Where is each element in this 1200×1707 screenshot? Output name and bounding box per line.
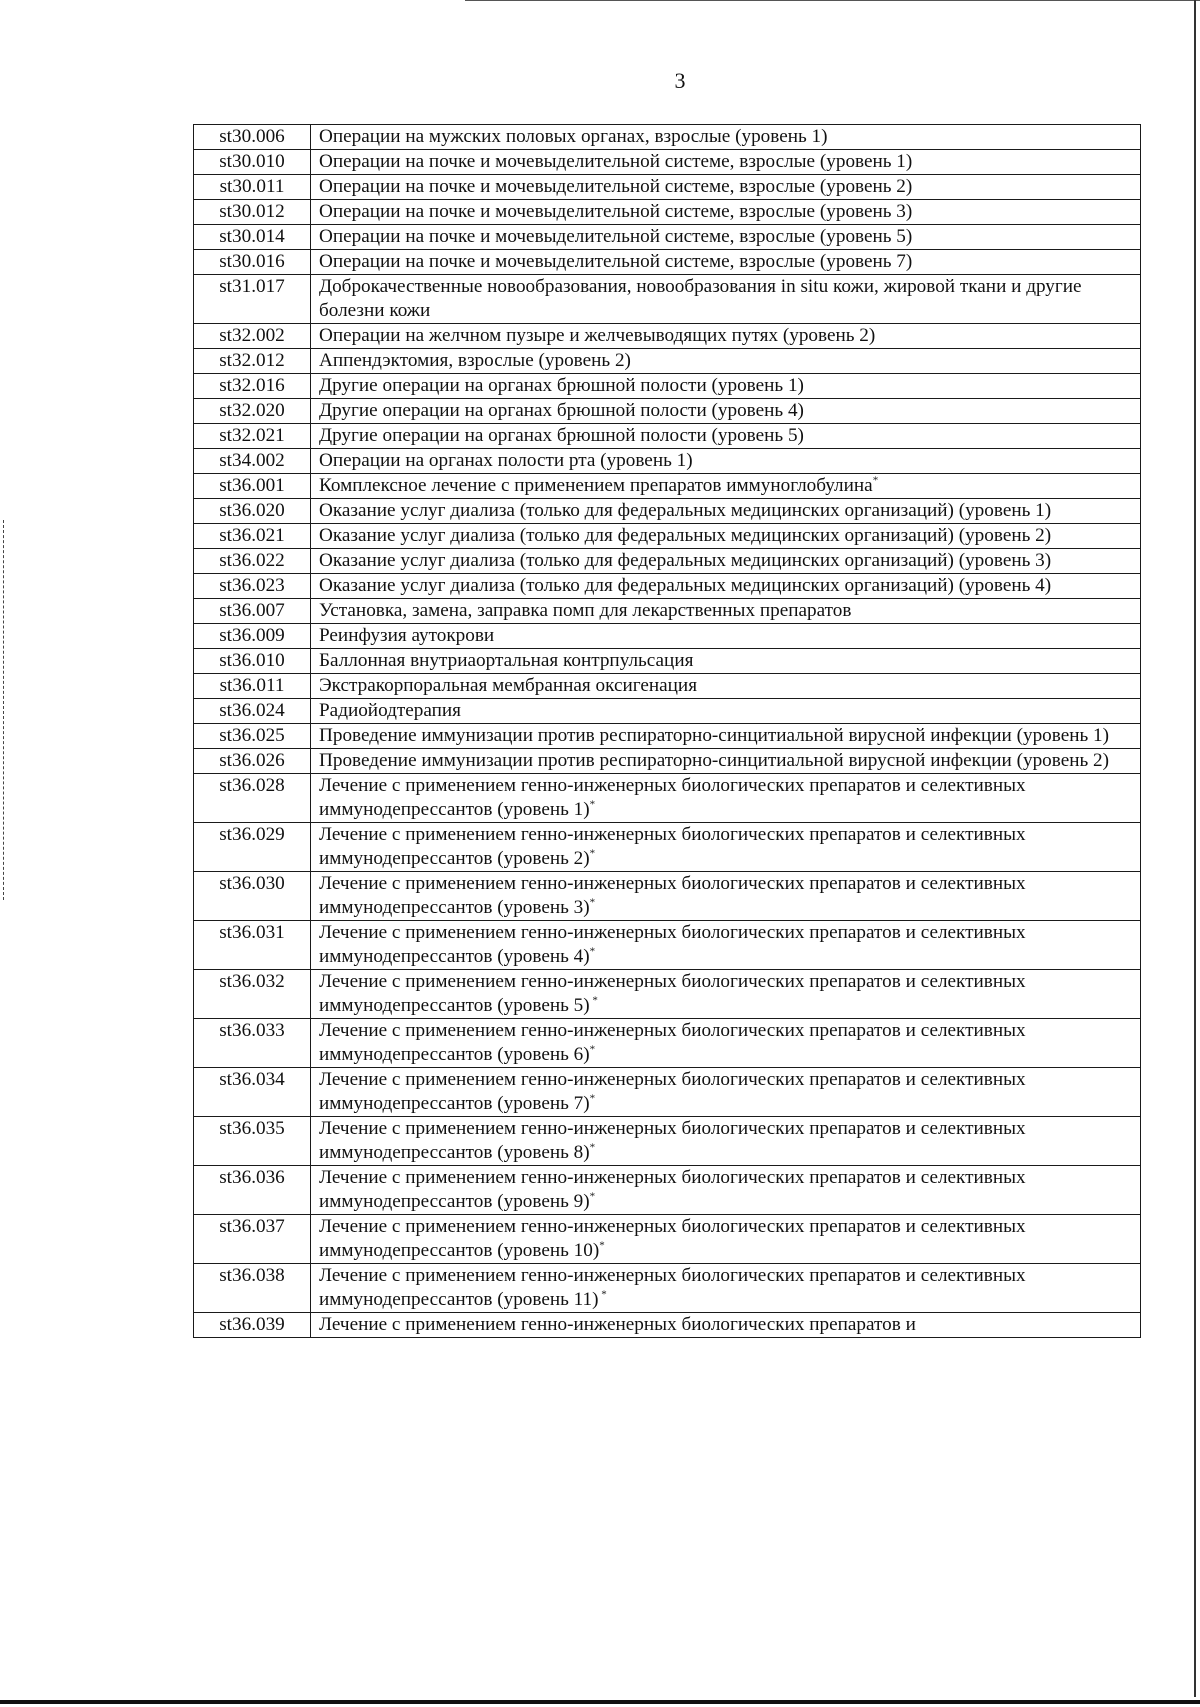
row-code: st30.014 bbox=[194, 225, 311, 250]
table-row bbox=[194, 499, 1141, 524]
table-row bbox=[194, 225, 1141, 250]
row-name-cell bbox=[311, 1313, 1141, 1338]
row-name-cell bbox=[311, 150, 1141, 175]
row-name-cell bbox=[311, 1215, 1141, 1264]
scan-top-edge bbox=[465, 0, 1200, 1]
tariff-groups-table bbox=[193, 124, 1141, 1338]
table-row bbox=[194, 449, 1141, 474]
row-name: Операции на почке и мочевыделительной системе, взрослые (уровень 7) bbox=[319, 251, 913, 272]
row-name: Доброкачественные новообразования, новообразования in situ кожи, жировой ткани и другие болезни кожи bbox=[319, 276, 1082, 321]
row-name-cell bbox=[311, 1166, 1141, 1215]
footnote-marker: * bbox=[589, 945, 596, 958]
table-row bbox=[194, 574, 1141, 599]
row-name: Установка, замена, заправка помп для лекарственных препаратов bbox=[319, 600, 852, 621]
row-name-cell bbox=[311, 970, 1141, 1019]
row-name: Лечение с применением генно-инженерных биологических препаратов и селективных иммунодепрессантов (уровень 6) bbox=[319, 1020, 1026, 1065]
row-code: st36.032 bbox=[194, 970, 311, 1019]
page-number: 3 bbox=[674, 68, 686, 93]
table-row bbox=[194, 200, 1141, 225]
row-name: Оказание услуг диализа (только для федеральных медицинских организаций) (уровень 4) bbox=[319, 575, 1052, 596]
footnote-marker: * bbox=[589, 798, 596, 811]
row-code: st36.031 bbox=[194, 921, 311, 970]
table-row bbox=[194, 250, 1141, 275]
row-name-cell bbox=[311, 549, 1141, 574]
row-name-cell bbox=[311, 1117, 1141, 1166]
row-name: Лечение с применением генно-инженерных биологических препаратов и селективных иммунодепрессантов (уровень 1) bbox=[319, 775, 1026, 820]
row-name-cell bbox=[311, 275, 1141, 324]
row-name: Лечение с применением генно-инженерных биологических препаратов и селективных иммунодепрессантов (уровень 8) bbox=[319, 1118, 1026, 1163]
row-name: Лечение с применением генно-инженерных биологических препаратов и селективных иммунодепрессантов (уровень 2) bbox=[319, 824, 1026, 869]
table-row bbox=[194, 823, 1141, 872]
row-name: Другие операции на органах брюшной полости (уровень 4) bbox=[319, 400, 804, 421]
footnote-marker: * bbox=[589, 1092, 596, 1105]
row-name: Другие операции на органах брюшной полости (уровень 5) bbox=[319, 425, 804, 446]
row-code: st36.038 bbox=[194, 1264, 311, 1313]
footnote-marker: * bbox=[598, 1288, 607, 1301]
footnote-marker: * bbox=[589, 1190, 596, 1203]
row-name-cell bbox=[311, 1068, 1141, 1117]
row-code: st32.021 bbox=[194, 424, 311, 449]
footnote-marker: * bbox=[589, 994, 598, 1007]
table-row bbox=[194, 1068, 1141, 1117]
row-name: Радиойодтерапия bbox=[319, 700, 462, 721]
row-name-cell bbox=[311, 524, 1141, 549]
row-name: Операции на мужских половых органах, взрослые (уровень 1) bbox=[319, 126, 828, 147]
row-name: Экстракорпоральная мембранная оксигенация bbox=[319, 675, 698, 696]
table-row bbox=[194, 724, 1141, 749]
row-name-cell bbox=[311, 921, 1141, 970]
row-code: st36.033 bbox=[194, 1019, 311, 1068]
row-name: Лечение с применением генно-инженерных биологических препаратов и селективных иммунодепрессантов (уровень 9) bbox=[319, 1167, 1026, 1212]
row-name: Другие операции на органах брюшной полости (уровень 1) bbox=[319, 375, 804, 396]
row-code: st36.028 bbox=[194, 774, 311, 823]
table-row bbox=[194, 599, 1141, 624]
table-row bbox=[194, 524, 1141, 549]
row-name-cell bbox=[311, 175, 1141, 200]
row-name: Реинфузия аутокрови bbox=[319, 625, 495, 646]
table-row bbox=[194, 1215, 1141, 1264]
table-row bbox=[194, 699, 1141, 724]
row-code: st30.006 bbox=[194, 125, 311, 150]
row-code: st36.023 bbox=[194, 574, 311, 599]
row-name: Операции на почке и мочевыделительной системе, взрослые (уровень 3) bbox=[319, 201, 913, 222]
row-name-cell bbox=[311, 749, 1141, 774]
table-row bbox=[194, 1019, 1141, 1068]
row-name: Лечение с применением генно-инженерных биологических препаратов и селективных иммунодепрессантов (уровень 7) bbox=[319, 1069, 1026, 1114]
row-name-cell bbox=[311, 823, 1141, 872]
row-name-cell bbox=[311, 774, 1141, 823]
row-name-cell bbox=[311, 574, 1141, 599]
row-name-cell bbox=[311, 474, 1141, 499]
table-row bbox=[194, 1117, 1141, 1166]
footnote-marker: * bbox=[872, 474, 879, 487]
table-row bbox=[194, 649, 1141, 674]
row-name-cell bbox=[311, 349, 1141, 374]
row-name-cell bbox=[311, 624, 1141, 649]
row-name: Лечение с применением генно-инженерных биологических препаратов и селективных иммунодепрессантов (уровень 5) bbox=[319, 971, 1026, 1016]
row-code: st30.012 bbox=[194, 200, 311, 225]
row-name: Операции на почке и мочевыделительной системе, взрослые (уровень 1) bbox=[319, 151, 913, 172]
table-row bbox=[194, 275, 1141, 324]
row-code: st36.036 bbox=[194, 1166, 311, 1215]
table-row bbox=[194, 1264, 1141, 1313]
row-code: st30.010 bbox=[194, 150, 311, 175]
row-name: Лечение с применением генно-инженерных биологических препаратов и селективных иммунодепрессантов (уровень 10) bbox=[319, 1216, 1026, 1261]
table-row bbox=[194, 674, 1141, 699]
row-code: st36.007 bbox=[194, 599, 311, 624]
row-name-cell bbox=[311, 724, 1141, 749]
row-code: st36.026 bbox=[194, 749, 311, 774]
footnote-marker: * bbox=[589, 847, 596, 860]
row-code: st32.002 bbox=[194, 324, 311, 349]
row-name: Проведение иммунизации против респираторно-синцитиальной вирусной инфекции (уровень 2) bbox=[319, 750, 1110, 771]
row-name-cell bbox=[311, 1264, 1141, 1313]
row-name: Лечение с применением генно-инженерных биологических препаратов и bbox=[319, 1314, 916, 1335]
footnote-marker: * bbox=[589, 1043, 596, 1056]
row-code: st36.037 bbox=[194, 1215, 311, 1264]
row-name: Баллонная внутриаортальная контрпульсация bbox=[319, 650, 694, 671]
row-code: st36.001 bbox=[194, 474, 311, 499]
table-row bbox=[194, 424, 1141, 449]
row-name: Операции на желчном пузыре и желчевыводящих путях (уровень 2) bbox=[319, 325, 876, 346]
table-row bbox=[194, 324, 1141, 349]
table-row bbox=[194, 774, 1141, 823]
table-row bbox=[194, 349, 1141, 374]
row-code: st36.020 bbox=[194, 499, 311, 524]
table-row bbox=[194, 1166, 1141, 1215]
row-name: Оказание услуг диализа (только для федеральных медицинских организаций) (уровень 3) bbox=[319, 550, 1052, 571]
row-code: st36.035 bbox=[194, 1117, 311, 1166]
row-name-cell bbox=[311, 424, 1141, 449]
row-name-cell bbox=[311, 872, 1141, 921]
row-code: st36.030 bbox=[194, 872, 311, 921]
table-row bbox=[194, 399, 1141, 424]
row-name: Операции на органах полости рта (уровень 1) bbox=[319, 450, 693, 471]
row-code: st31.017 bbox=[194, 275, 311, 324]
table-row bbox=[194, 474, 1141, 499]
table-row bbox=[194, 374, 1141, 399]
row-name-cell bbox=[311, 374, 1141, 399]
row-code: st36.010 bbox=[194, 649, 311, 674]
scan-bottom-edge bbox=[0, 1700, 1200, 1704]
row-name-cell bbox=[311, 674, 1141, 699]
row-name-cell bbox=[311, 1019, 1141, 1068]
table-row bbox=[194, 624, 1141, 649]
row-code: st32.016 bbox=[194, 374, 311, 399]
row-code: st36.009 bbox=[194, 624, 311, 649]
table-row bbox=[194, 175, 1141, 200]
row-name-cell bbox=[311, 599, 1141, 624]
table-row bbox=[194, 1313, 1141, 1338]
table-row bbox=[194, 549, 1141, 574]
row-name: Операции на почке и мочевыделительной системе, взрослые (уровень 5) bbox=[319, 226, 913, 247]
row-name: Лечение с применением генно-инженерных биологических препаратов и селективных иммунодепрессантов (уровень 3) bbox=[319, 873, 1026, 918]
row-code: st36.034 bbox=[194, 1068, 311, 1117]
row-code: st36.021 bbox=[194, 524, 311, 549]
row-name-cell bbox=[311, 125, 1141, 150]
footnote-marker: * bbox=[589, 1141, 596, 1154]
row-code: st32.020 bbox=[194, 399, 311, 424]
table-row bbox=[194, 872, 1141, 921]
row-name: Аппендэктомия, взрослые (уровень 2) bbox=[319, 350, 631, 371]
scan-right-edge bbox=[1194, 0, 1196, 1697]
row-name: Операции на почке и мочевыделительной системе, взрослые (уровень 2) bbox=[319, 176, 913, 197]
row-name-cell bbox=[311, 200, 1141, 225]
row-name: Лечение с применением генно-инженерных биологических препаратов и селективных иммунодепрессантов (уровень 11) bbox=[319, 1265, 1026, 1310]
row-name-cell bbox=[311, 324, 1141, 349]
row-code: st36.024 bbox=[194, 699, 311, 724]
table-row bbox=[194, 970, 1141, 1019]
row-name: Проведение иммунизации против респираторно-синцитиальной вирусной инфекции (уровень 1) bbox=[319, 725, 1110, 746]
row-code: st36.039 bbox=[194, 1313, 311, 1338]
footnote-marker: * bbox=[589, 896, 596, 909]
row-name-cell bbox=[311, 499, 1141, 524]
row-name-cell bbox=[311, 649, 1141, 674]
row-name-cell bbox=[311, 399, 1141, 424]
scan-binding-marks bbox=[3, 520, 4, 900]
table-row bbox=[194, 749, 1141, 774]
row-name-cell bbox=[311, 250, 1141, 275]
table-row bbox=[194, 150, 1141, 175]
table-row bbox=[194, 125, 1141, 150]
row-code: st36.029 bbox=[194, 823, 311, 872]
table-row bbox=[194, 921, 1141, 970]
row-name: Комплексное лечение с применением препаратов иммуноглобулина bbox=[319, 475, 873, 496]
row-code: st30.011 bbox=[194, 175, 311, 200]
row-code: st34.002 bbox=[194, 449, 311, 474]
row-name-cell bbox=[311, 449, 1141, 474]
row-name-cell bbox=[311, 699, 1141, 724]
row-code: st36.011 bbox=[194, 674, 311, 699]
row-name: Оказание услуг диализа (только для федеральных медицинских организаций) (уровень 2) bbox=[319, 525, 1052, 546]
row-code: st36.022 bbox=[194, 549, 311, 574]
row-name: Оказание услуг диализа (только для федеральных медицинских организаций) (уровень 1) bbox=[319, 500, 1052, 521]
row-code: st36.025 bbox=[194, 724, 311, 749]
row-code: st30.016 bbox=[194, 250, 311, 275]
row-name: Лечение с применением генно-инженерных биологических препаратов и селективных иммунодепрессантов (уровень 4) bbox=[319, 922, 1026, 967]
table-body bbox=[194, 125, 1141, 1338]
row-name-cell bbox=[311, 225, 1141, 250]
row-code: st32.012 bbox=[194, 349, 311, 374]
footnote-marker: * bbox=[599, 1239, 605, 1252]
